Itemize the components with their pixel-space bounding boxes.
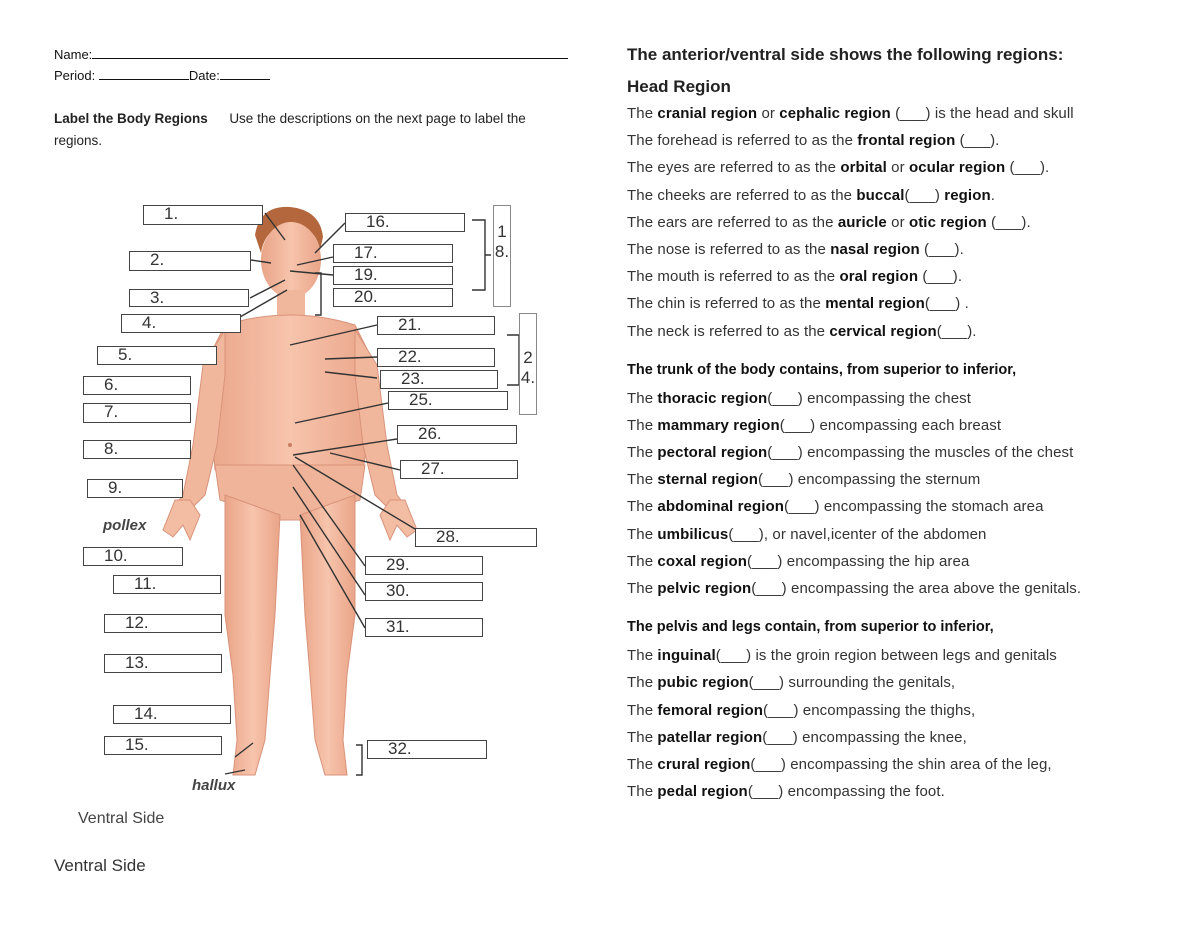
head-line-2: [627, 154, 1187, 181]
label-box-14[interactable]: 14.: [113, 705, 231, 724]
text-b1: cranial region: [657, 105, 758, 122]
label-box-22[interactable]: 22.: [377, 348, 495, 367]
text-post: (___) encompassing the hip area: [746, 552, 970, 570]
text-b1: nasal region: [830, 240, 920, 258]
name-label: Name:: [54, 47, 93, 62]
name-field[interactable]: [92, 44, 568, 59]
diagram-caption: Ventral Side: [78, 810, 165, 827]
instructions-text: Use the descriptions on the next page to label the regions.: [54, 111, 526, 148]
text-b1: mammary region: [657, 416, 780, 434]
left-hand: [163, 500, 200, 540]
label-box-24[interactable]: [519, 313, 537, 415]
navel: [288, 443, 292, 447]
label-box-25[interactable]: 25.: [388, 391, 508, 410]
legs-line-1: [627, 669, 1187, 696]
legs-heading: The pelvis and legs contain, from superior to inferior,: [627, 619, 994, 636]
text-b1: frontal region: [857, 132, 956, 150]
label-box-5[interactable]: 5.: [97, 346, 217, 365]
legs-lines: [627, 642, 1187, 805]
head-region-heading: Head Region: [627, 77, 731, 96]
head-line-1: [627, 127, 1187, 154]
label-box-15[interactable]: 15.: [104, 736, 222, 755]
label-box-27[interactable]: 27.: [400, 460, 518, 479]
text-post: (___) encompassing the chest: [767, 389, 972, 407]
legs-line-3: [627, 724, 1187, 751]
text-b1: buccal: [856, 186, 905, 204]
text-b2: region: [944, 186, 991, 204]
head-line-0: [627, 100, 1187, 127]
text-post: (___) encompassing each breast: [779, 416, 1002, 434]
label-box-29[interactable]: 29.: [365, 556, 483, 575]
text-b2: otic region: [908, 213, 987, 231]
label-box-6[interactable]: 6.: [83, 376, 191, 395]
text-pre: The chin is referred to as the: [627, 295, 826, 313]
text-b1: thoracic region: [657, 389, 768, 407]
text-b1: pedal region: [657, 783, 748, 801]
trunk-line-5: [627, 521, 1187, 548]
text-post: .: [990, 186, 995, 204]
text-pre: The neck is referred to as the: [627, 322, 830, 340]
text-post: (___) encompassing the foot.: [747, 783, 945, 801]
text-post: (___) surrounding the genitals,: [748, 674, 956, 692]
head-line-8: [627, 318, 1187, 345]
text-b1: pubic region: [657, 674, 749, 692]
text-pre: The: [627, 783, 658, 801]
text-pre: The: [627, 674, 658, 692]
text-b1: sternal region: [657, 471, 759, 489]
text-post: (___) encompassing the area above the genitals.: [751, 580, 1082, 597]
text-pre: The: [627, 444, 658, 462]
text-b1: auricle: [837, 213, 887, 231]
text-pre: The: [627, 755, 658, 773]
label-box-19[interactable]: 19.: [333, 266, 453, 285]
label-box-30[interactable]: 30.: [365, 582, 483, 601]
label-box-16[interactable]: 16.: [345, 213, 465, 232]
text-pre: The: [627, 416, 658, 434]
label-24: 2 4.: [520, 348, 536, 387]
text-pre: The mouth is referred to as the: [627, 268, 840, 286]
text-b1: mental region: [825, 295, 925, 313]
text-pre: The forehead is referred to as the: [627, 132, 858, 150]
text-post: (___) encompassing the thighs,: [763, 701, 976, 719]
head: [261, 222, 321, 298]
text-post: (___) is the groin region between legs and genitals: [715, 647, 1057, 665]
text-post: (___).: [919, 240, 964, 258]
text-pre: The: [627, 471, 658, 489]
label-box-10[interactable]: 10.: [83, 547, 183, 566]
text-b1: umbilicus: [657, 525, 729, 543]
head-lines: [627, 100, 1187, 345]
text-post: (___).: [986, 213, 1031, 231]
label-box-11[interactable]: 11.: [113, 575, 221, 594]
label-box-26[interactable]: 26.: [397, 425, 517, 444]
label-box-23[interactable]: 23.: [380, 370, 498, 389]
region-descriptions: [627, 42, 1187, 805]
text-post: (___) encompassing the stomach area: [784, 498, 1044, 516]
text-pre: The nose is referred to as the: [627, 240, 831, 258]
label-box-3[interactable]: 3.: [129, 289, 249, 307]
text-post: (___) encompassing the shin area of the leg,: [750, 755, 1052, 773]
label-box-2[interactable]: 2.: [129, 251, 251, 271]
name-line: [54, 44, 568, 62]
body-diagram: [75, 195, 555, 835]
footer-caption: Ventral Side: [54, 856, 146, 875]
text-post: (___) encompassing the sternum: [758, 471, 981, 489]
trunk-line-2: [627, 439, 1187, 466]
period-label: Period:: [54, 68, 96, 83]
label-box-20[interactable]: 20.: [333, 288, 453, 307]
label-18: 1 8.: [494, 222, 510, 261]
text-b1: oral region: [839, 268, 919, 286]
text-pre: The: [627, 552, 658, 570]
date-field[interactable]: [220, 65, 270, 80]
text-pre: The: [627, 525, 658, 543]
trunk-line-6: [627, 548, 1187, 575]
right-hand: [380, 500, 417, 540]
label-box-4[interactable]: 4.: [121, 314, 241, 333]
legs-line-0: [627, 642, 1187, 669]
trunk-line-3: [627, 466, 1187, 493]
period-line: [54, 65, 270, 83]
label-box-17[interactable]: 17.: [333, 244, 453, 263]
text-post: (___).: [936, 322, 977, 340]
label-box-9[interactable]: 9.: [87, 479, 183, 498]
left-leg: [225, 495, 280, 775]
text-post: (___).: [918, 268, 963, 286]
text-post: (___).: [1005, 159, 1050, 177]
text-b1: cervical region: [829, 322, 937, 340]
date-label: Date:: [188, 68, 220, 83]
period-field[interactable]: [99, 65, 189, 80]
text-pre: The cheeks are referred to as the: [627, 186, 857, 204]
text-b1: pectoral region: [657, 444, 768, 462]
trunk-line-1: [627, 412, 1187, 439]
text-b1: inguinal: [657, 647, 716, 665]
right-leg: [300, 495, 355, 775]
text-pre: The: [627, 647, 658, 665]
head-line-7: [627, 290, 1187, 317]
text-post: (___) encompassing the knee,: [762, 728, 967, 746]
label-box-31[interactable]: 31.: [365, 618, 483, 637]
label-box-28[interactable]: 28.: [415, 528, 537, 547]
text-b1: abdominal region: [657, 498, 785, 516]
head-line-6: [627, 263, 1187, 290]
label-box-8[interactable]: 8.: [83, 440, 191, 459]
text-b1: pelvic region: [657, 580, 752, 597]
trunk-line-4: [627, 493, 1187, 520]
text-pre: The: [627, 105, 658, 122]
text-pre: The: [627, 498, 658, 516]
text-pre: The eyes are referred to as the: [627, 159, 841, 177]
text-pre: The ears are referred to as the: [627, 213, 838, 231]
text-pre: The: [627, 701, 658, 719]
label-box-18[interactable]: [493, 205, 511, 307]
text-b1: femoral region: [657, 701, 764, 719]
label-box-12[interactable]: 12.: [104, 614, 222, 633]
label-box-13[interactable]: 13.: [104, 654, 222, 673]
legs-line-2: [627, 697, 1187, 724]
text-post: (___), or navel,icenter of the abdomen: [728, 525, 987, 543]
label-box-21[interactable]: 21.: [377, 316, 495, 335]
instructions-title: Label the Body Regions: [54, 111, 208, 126]
text-pre: The: [627, 728, 658, 746]
text-pre: The: [627, 389, 658, 407]
trunk-lines: [627, 385, 1187, 603]
text-post: (___) is the head and skull: [890, 105, 1074, 122]
text-mid: or: [886, 159, 909, 177]
text-post: (___).: [955, 132, 1000, 150]
text-b1: patellar region: [657, 728, 763, 746]
head-line-5: [627, 236, 1187, 263]
text-post: (___) encompassing the muscles of the chest: [767, 444, 1074, 462]
label-box-1[interactable]: 1.: [143, 205, 263, 225]
hallux-label: hallux: [192, 777, 236, 794]
label-box-7[interactable]: 7.: [83, 403, 191, 423]
text-pre: The: [627, 580, 658, 597]
ventral-heading: The anterior/ventral side shows the following regions:: [627, 45, 1064, 64]
text-post: (___) .: [924, 295, 969, 313]
text-mid: or: [886, 213, 909, 231]
text-b1: crural region: [657, 755, 751, 773]
text-b1: orbital: [840, 159, 887, 177]
text-mid: or: [757, 105, 780, 122]
head-line-3: [627, 182, 1187, 209]
label-box-32[interactable]: 32.: [367, 740, 487, 759]
text-b2: cephalic region: [779, 105, 891, 122]
legs-line-4: [627, 751, 1187, 778]
legs-line-5: [627, 778, 1187, 805]
text-b2: ocular region: [908, 159, 1006, 177]
text-mid: (___): [904, 186, 945, 204]
trunk-heading: The trunk of the body contains, from superior to inferior,: [627, 361, 1017, 378]
text-b1: coxal region: [657, 552, 747, 570]
trunk-line-7: [627, 575, 1187, 602]
head-line-4: [627, 209, 1187, 236]
trunk-line-0: [627, 385, 1187, 412]
instructions: [54, 108, 574, 152]
pollex-label: pollex: [103, 517, 147, 534]
